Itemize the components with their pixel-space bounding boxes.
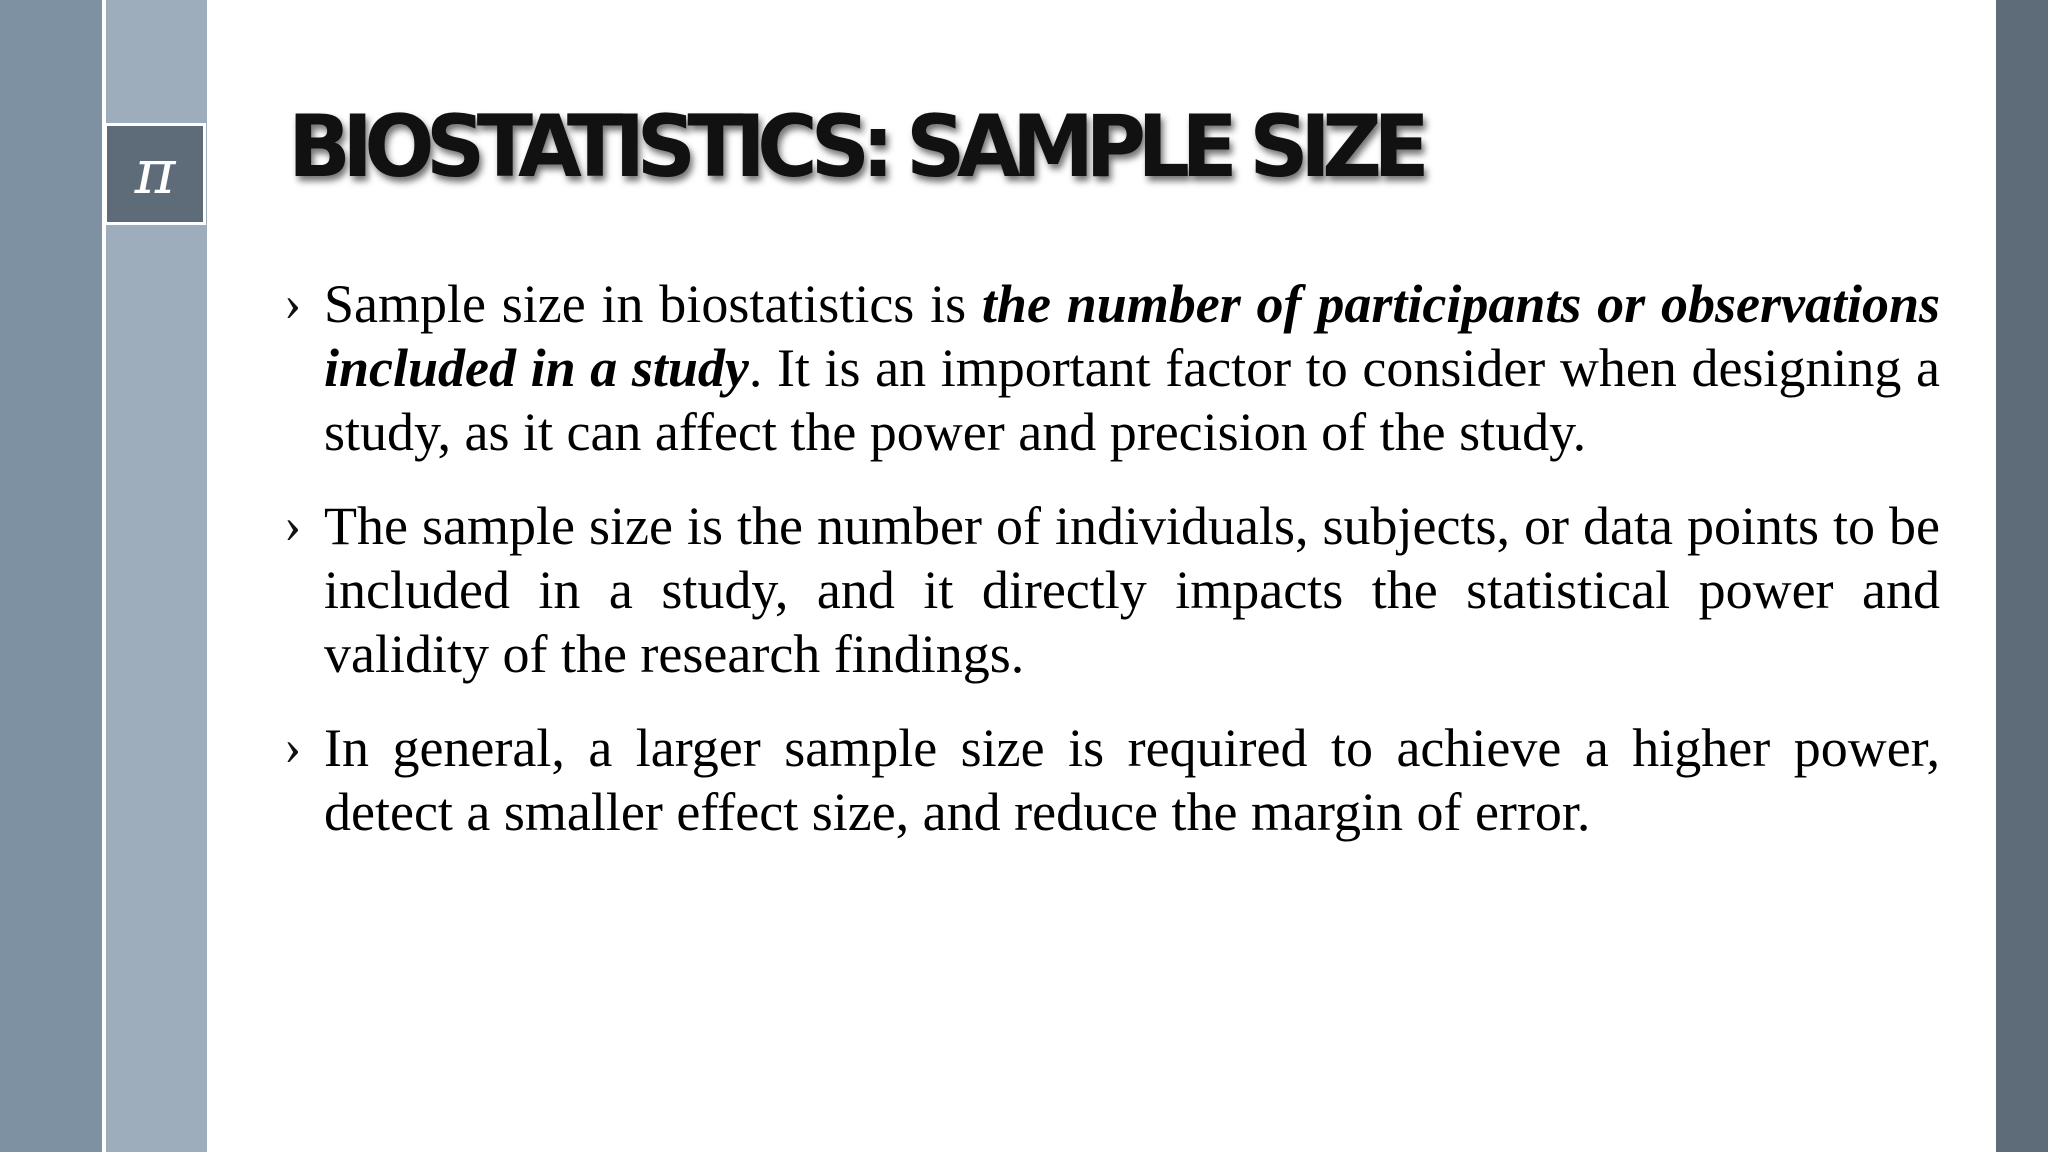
bullet-marker-icon: › xyxy=(284,497,302,554)
bullet-text-segment: The sample size is the number of individuals, subjects, or data points to be included in a study, and it directly impacts the statistical power and validity of the research findings. xyxy=(324,496,1940,684)
bullet-text xyxy=(324,716,1940,844)
bullet-list xyxy=(284,272,1940,874)
bullet-emphasis: the number of participants or observations included in a study xyxy=(324,274,1940,398)
bullet-text xyxy=(324,272,1940,464)
bullet-item xyxy=(284,716,1940,844)
bullet-marker-icon: › xyxy=(284,275,302,332)
pi-icon: π xyxy=(134,135,176,208)
bullet-item xyxy=(284,272,1940,464)
slide-title: BIOSTATISTICS: SAMPLE SIZE xyxy=(288,97,1422,197)
left-decorative-band xyxy=(0,0,102,1152)
bullet-text-segment: Sample size in biostatistics is xyxy=(324,274,982,334)
bullet-text-segment: In general, a larger sample size is required to achieve a higher power, detect a smaller effect size, and reduce the margin of error. xyxy=(324,718,1940,842)
right-decorative-band xyxy=(1996,0,2048,1152)
bullet-marker-icon: › xyxy=(284,719,302,776)
pi-logo xyxy=(104,123,206,225)
bullet-text-segment: . It is an important factor to consider when designing a study, as it can affect the power and precision of the study. xyxy=(324,338,1940,462)
bullet-item xyxy=(284,494,1940,686)
bullet-text xyxy=(324,494,1940,686)
